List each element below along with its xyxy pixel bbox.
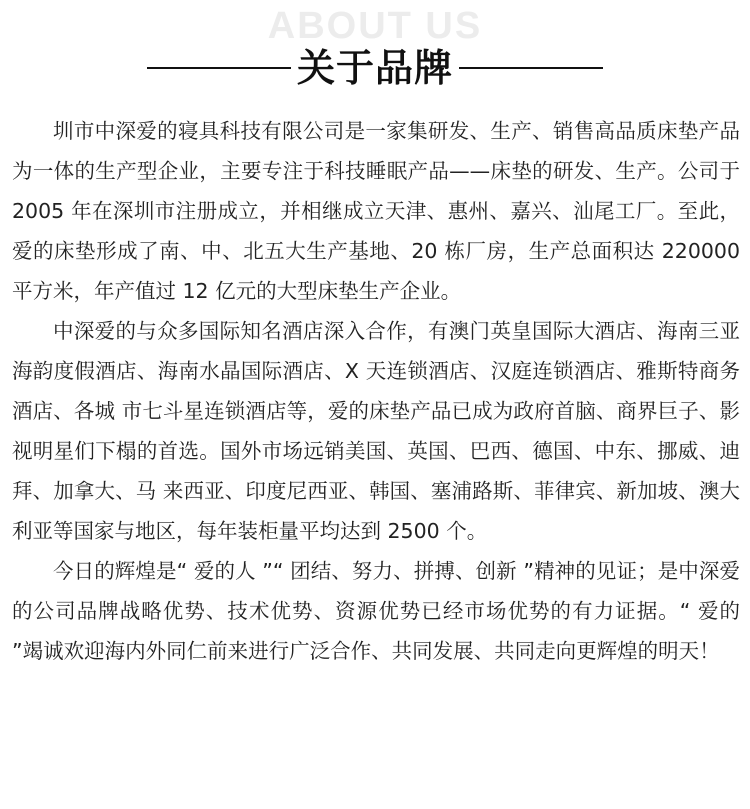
paragraph-vision: 今日的辉煌是“ 爱的人 ”“ 团结、努力、拼搏、创新 ”精神的见证；是中深爱的公司品牌战略优势、技术优势、资源优势已经市场优势的有力证据。“ 爱的 ”竭诚欢迎海内外同仁前来进行广泛合作、共同发展、共同走向更辉煌的明天！: [12, 559, 740, 663]
paragraph-company-intro: 圳市中深爱的寝具科技有限公司是一家集研发、生产、销售高品质床垫产品为一体的生产型企业，主要专注于科技睡眠产品——床垫的研发、生产。公司于 2005 年在深圳市注册成立，并相继成立天津、惠州、嘉兴、汕尾工厂。至此，爱的床垫形成了南、中、北五大生产基地、20 栋厂房，生产总面积达 220000 平方米，年产值过 12 亿元的大型床垫生产企业。: [12, 119, 740, 303]
title-right-rule: [459, 67, 603, 69]
paragraph-partners: 中深爱的与众多国际知名酒店深入合作，有澳门英皇国际大酒店、海南三亚海韵度假酒店、海南水晶国际酒店、X 天连锁酒店、汉庭连锁酒店、雅斯特商务酒店、各城 市七斗星连锁酒店等，爱的床垫产品已成为政府首脑、商界巨子、影视明星们下榻的首选。国外市场远销美国、英国、巴西、德国、中东、挪威、迪拜、加拿大、马 来西亚、印度尼西亚、韩国、塞浦路斯、菲律宾、新加坡、澳大利亚等国家与地区，每年装柜量平均达到 2500 个。: [12, 319, 740, 543]
brand-description: [12, 111, 740, 671]
about-us-watermark: ABOUT US: [267, 5, 483, 47]
title-row: [0, 38, 750, 98]
page-title: 关于品牌: [296, 46, 453, 90]
title-left-rule: [147, 67, 291, 69]
